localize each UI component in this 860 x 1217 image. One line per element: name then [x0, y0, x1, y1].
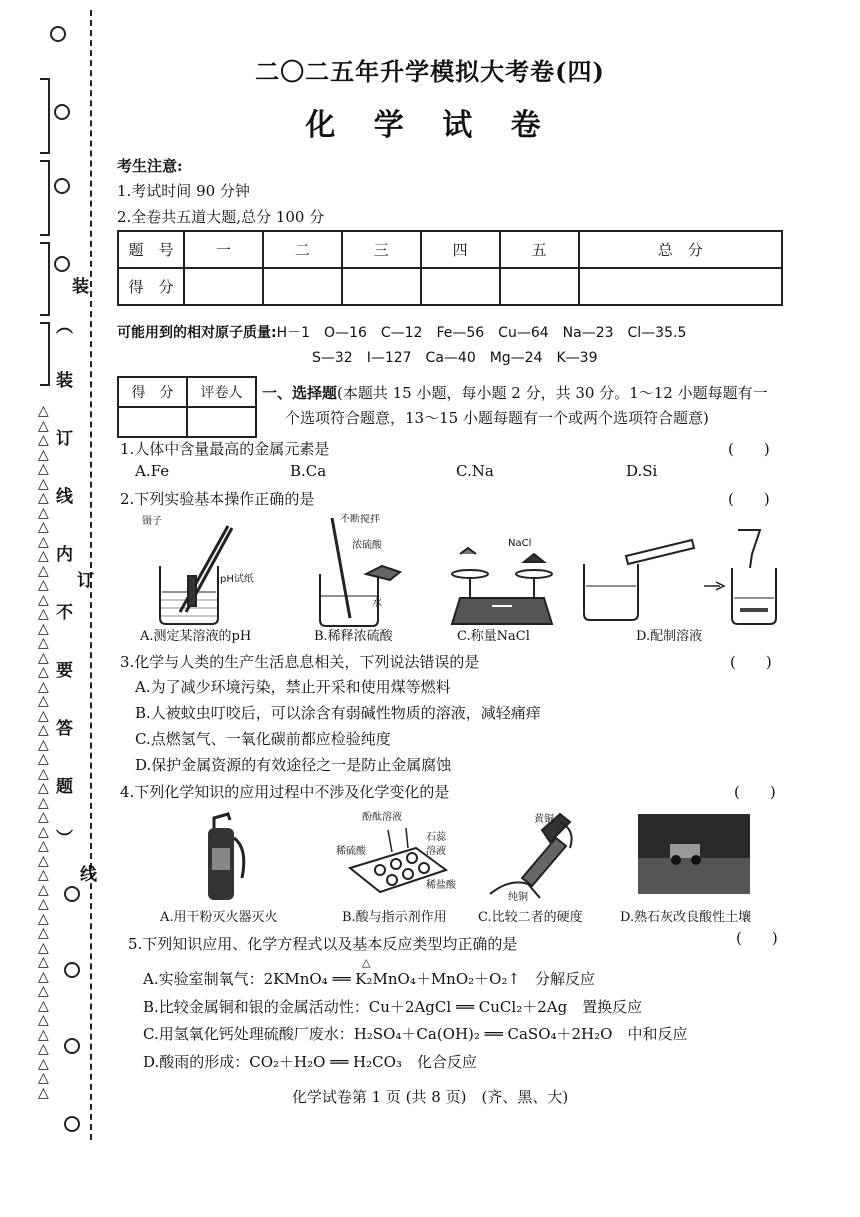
- q5-option-c: C.用氢氧化钙处理硫酸厂废水：H₂SO₄＋Ca(OH)₂ ══ CaSO₄＋2H₂O 中和反应: [143, 1025, 688, 1043]
- margin-triangle-icon: △: [38, 606, 49, 622]
- q5-delta-mark: △: [362, 956, 371, 969]
- bracket-mark: [40, 160, 50, 236]
- margin-triangle-icon: △: [38, 1012, 49, 1028]
- label-litmus-2: 溶液: [426, 846, 446, 857]
- atomic-masses-values-1: H－1 O—16 C—12 Fe—56 Cu—64 Na—23 Cl—35.5: [276, 325, 687, 341]
- label-ph-paper: pH试纸: [220, 574, 254, 585]
- margin-triangle-icon: △: [38, 968, 49, 985]
- metal-hardness-figure: [490, 814, 572, 898]
- binding-margin: [0, 0, 100, 1217]
- score-input-cell[interactable]: [342, 268, 421, 305]
- q2-stem: 2.下列实验基本操作正确的是: [120, 490, 315, 508]
- margin-triangle-icon: △: [38, 707, 49, 724]
- binding-hole-icon: [64, 886, 80, 902]
- margin-ding: 订: [77, 571, 94, 591]
- margin-triangle-icon: △: [38, 490, 49, 506]
- q5-option-b: B.比较金属铜和银的金属活动性：Cu＋2AgCl ══ CuCl₂＋2Ag 置换反应: [143, 998, 643, 1016]
- bracket-mark: [40, 242, 50, 316]
- section-score-input[interactable]: [118, 407, 187, 437]
- balance-figure: [452, 548, 552, 624]
- notice-item-2: 2.全卷共五道大题,总分 100 分: [117, 208, 325, 226]
- margin-triangle-icon: △: [38, 1084, 49, 1101]
- label-water: 水: [372, 598, 382, 609]
- margin-warn-4: 不: [56, 603, 73, 623]
- binding-hole-icon: [64, 1038, 80, 1054]
- margin-triangle-icon: △: [38, 823, 49, 840]
- q3-option-c: C.点燃氢气、一氧化碳前都应检验纯度: [135, 730, 391, 748]
- section-1-title: 一、选择题: [262, 384, 338, 402]
- label-dilute-h2so4: 稀硫酸: [336, 846, 366, 857]
- margin-triangle-icon: △: [38, 678, 49, 695]
- margin-triangle-icon: △: [38, 446, 49, 463]
- margin-warn-3: 内: [56, 545, 73, 565]
- margin-triangle-icon: △: [38, 736, 49, 753]
- binding-hole-icon: [50, 26, 66, 42]
- label-phenolphthalein: 酚酞溶液: [362, 812, 402, 823]
- q2-option-c: C.称量NaCl: [457, 629, 530, 644]
- q4-answer-paren[interactable]: ( ): [734, 783, 776, 801]
- solution-figure: [584, 530, 776, 624]
- margin-triangle-icon: △: [38, 519, 49, 535]
- label-litmus-1: 石蕊: [426, 832, 446, 843]
- q3-option-a: A.为了减少环境污染，禁止开采和使用煤等燃料: [135, 678, 451, 696]
- margin-triangle-icon: △: [38, 1026, 49, 1043]
- margin-triangle-icon: △: [38, 504, 49, 521]
- grader-label: 评卷人: [187, 377, 256, 407]
- margin-triangle-icon: △: [38, 896, 49, 912]
- margin-triangle-icon: △: [38, 693, 49, 709]
- margin-triangle-icon: △: [38, 997, 49, 1014]
- margin-triangle-icon: △: [38, 983, 49, 999]
- margin-triangle-icon: △: [38, 620, 49, 637]
- label-brass: 黄铜: [534, 814, 554, 825]
- score-input-cell[interactable]: [263, 268, 342, 305]
- margin-warn-2: 线: [56, 487, 73, 507]
- margin-paren-close: ︶: [56, 829, 73, 849]
- margin-triangle-icon: △: [38, 881, 49, 898]
- q3-option-d: D.保护金属资源的有效途径之一是防止金属腐蚀: [135, 756, 452, 774]
- margin-triangle-icon: △: [38, 403, 49, 419]
- margin-triangle-icon: △: [38, 939, 49, 956]
- section-score-label: 得 分: [118, 377, 187, 407]
- section-score-box: [117, 376, 257, 438]
- margin-triangle-icon: △: [38, 852, 49, 869]
- margin-triangle-icon: △: [38, 432, 49, 448]
- margin-triangle-icon: △: [38, 649, 49, 666]
- margin-triangle-icon: △: [38, 664, 49, 680]
- margin-triangle-icon: △: [38, 925, 49, 941]
- exam-title: 二〇二五年升学模拟大考卷(四): [255, 57, 605, 86]
- binding-hole-icon: [64, 1116, 80, 1132]
- q2-option-d: D.配制溶液: [636, 629, 703, 644]
- q5-answer-paren[interactable]: ( ): [736, 929, 778, 947]
- q4-option-c: C.比较二者的硬度: [478, 910, 583, 925]
- q1-option-b: B.Ca: [290, 462, 327, 480]
- score-cell: 五: [500, 231, 579, 268]
- q4-stem: 4.下列化学知识的应用过程中不涉及化学变化的是: [120, 783, 450, 801]
- margin-triangle-icon: △: [38, 780, 49, 796]
- atomic-masses-values-2: S—32 I—127 Ca—40 Mg—24 K—39: [312, 350, 598, 366]
- score-cell: 得 分: [118, 268, 184, 305]
- q4-option-a: A.用干粉灭火器灭火: [160, 910, 278, 925]
- score-table-header-row: [118, 231, 782, 268]
- grader-input[interactable]: [187, 407, 256, 437]
- score-input-cell[interactable]: [500, 268, 579, 305]
- q5-option-a: A.实验室制氧气：2KMnO₄ ══ K₂MnO₄＋MnO₂＋O₂↑ 分解反应: [143, 970, 596, 988]
- margin-paren-open: ︵: [56, 317, 73, 337]
- q1-option-a: A.Fe: [135, 462, 170, 480]
- margin-warn-1: 订: [56, 429, 73, 449]
- q5-stem: 5.下列知识应用、化学方程式以及基本反应类型均正确的是: [128, 935, 518, 953]
- q2-option-b: B.稀释浓硫酸: [314, 629, 393, 644]
- binding-hole-icon: [54, 256, 70, 272]
- margin-triangle-icon: △: [38, 635, 49, 651]
- q1-option-c: C.Na: [456, 462, 494, 480]
- section-1-desc-1: (本题共 15 小题，每小题 2 分，共 30 分。1～12 小题每题有一: [337, 384, 768, 402]
- margin-triangle-icon: △: [38, 1070, 49, 1086]
- notice-heading: 考生注意:: [117, 157, 183, 175]
- q2-answer-paren[interactable]: ( ): [728, 490, 770, 508]
- score-cell: 二: [263, 231, 342, 268]
- margin-triangle-icon: △: [38, 809, 49, 825]
- margin-triangle-icon: △: [38, 533, 49, 550]
- score-input-cell[interactable]: [579, 268, 782, 305]
- score-cell: 题 号: [118, 231, 184, 268]
- q4-option-d: D.熟石灰改良酸性土壤: [620, 910, 752, 925]
- q4-figures: [130, 808, 760, 904]
- margin-xian: 线: [80, 865, 97, 885]
- dilution-figure: [320, 518, 400, 626]
- label-stir: 不断搅拌: [340, 514, 380, 525]
- field-photo-figure: [638, 814, 750, 894]
- margin-triangle-icon: △: [38, 751, 49, 767]
- q2-option-a: A.测定某溶液的pH: [140, 629, 252, 644]
- score-table: [117, 230, 783, 306]
- score-input-cell[interactable]: [421, 268, 500, 305]
- page-footer: 化学试卷第 1 页 (共 8 页) (齐、黑、大): [291, 1088, 569, 1106]
- label-conc-acid: 浓硫酸: [352, 540, 382, 551]
- margin-triangle-icon: △: [38, 475, 49, 492]
- label-tweezers: 镊子: [142, 516, 162, 527]
- margin-warn-5: 要: [56, 661, 73, 681]
- q3-option-b: B.人被蚊虫叮咬后，可以涂含有弱碱性物质的溶液，减轻痛痒: [135, 704, 541, 722]
- margin-triangle-icon: △: [38, 1055, 49, 1072]
- margin-warn-7: 题: [56, 777, 73, 797]
- margin-triangle-icon: △: [38, 1041, 49, 1057]
- margin-triangle-icon: △: [38, 794, 49, 811]
- score-cell: 一: [184, 231, 263, 268]
- margin-triangle-icon: △: [38, 765, 49, 782]
- label-nacl: NaCl: [508, 538, 532, 549]
- margin-triangle-icon: △: [38, 910, 49, 927]
- margin-triangle-icon: △: [38, 722, 49, 738]
- margin-triangle-icon: △: [38, 954, 49, 970]
- margin-triangle-icon: △: [38, 577, 49, 593]
- q5-option-d: D.酸雨的形成：CO₂＋H₂O ══ H₂CO₃ 化合反应: [143, 1053, 477, 1071]
- atomic-masses-line-1: [117, 322, 686, 342]
- q1-answer-paren[interactable]: ( ): [728, 440, 770, 458]
- margin-triangle-icon: △: [38, 838, 49, 854]
- margin-triangle-icon: △: [38, 417, 49, 434]
- margin-triangle-icon: △: [38, 562, 49, 579]
- q1-stem: 1.人体中含量最高的金属元素是: [120, 440, 330, 458]
- notice-item-1: 1.考试时间 90 分钟: [117, 182, 250, 200]
- margin-warn-0: 装: [56, 371, 73, 391]
- score-cell: 四: [421, 231, 500, 268]
- score-input-cell[interactable]: [184, 268, 263, 305]
- margin-zhuang: 装: [72, 277, 89, 297]
- q4-option-b: B.酸与指示剂作用: [342, 910, 447, 925]
- q3-answer-paren[interactable]: ( ): [730, 653, 772, 671]
- score-cell: 总 分: [579, 231, 782, 268]
- section-1-desc-2: 个选项符合题意，13～15 小题每题有一个或两个选项符合题意): [285, 409, 709, 427]
- binding-hole-icon: [64, 962, 80, 978]
- score-table-score-row: [118, 268, 782, 305]
- section-1-heading: [262, 382, 768, 403]
- q3-stem: 3.化学与人类的生产生活息息相关，下列说法错误的是: [120, 653, 480, 671]
- margin-triangle-icon: △: [38, 461, 49, 477]
- label-dilute-hcl: 稀盐酸: [426, 880, 456, 891]
- label-pure-copper: 纯铜: [508, 892, 528, 903]
- margin-triangle-icon: △: [38, 591, 49, 608]
- exam-subject: 化 学 试 卷: [305, 108, 555, 143]
- margin-warn-6: 答: [56, 719, 73, 739]
- q1-option-d: D.Si: [626, 462, 658, 480]
- margin-triangle-icon: △: [38, 548, 49, 564]
- margin-triangle-icon: △: [38, 867, 49, 883]
- atomic-masses-label: 可能用到的相对原子质量:: [117, 325, 277, 341]
- binding-hole-icon: [54, 178, 70, 194]
- fire-extinguisher-figure: [208, 814, 244, 900]
- bracket-mark: [40, 322, 50, 386]
- score-cell: 三: [342, 231, 421, 268]
